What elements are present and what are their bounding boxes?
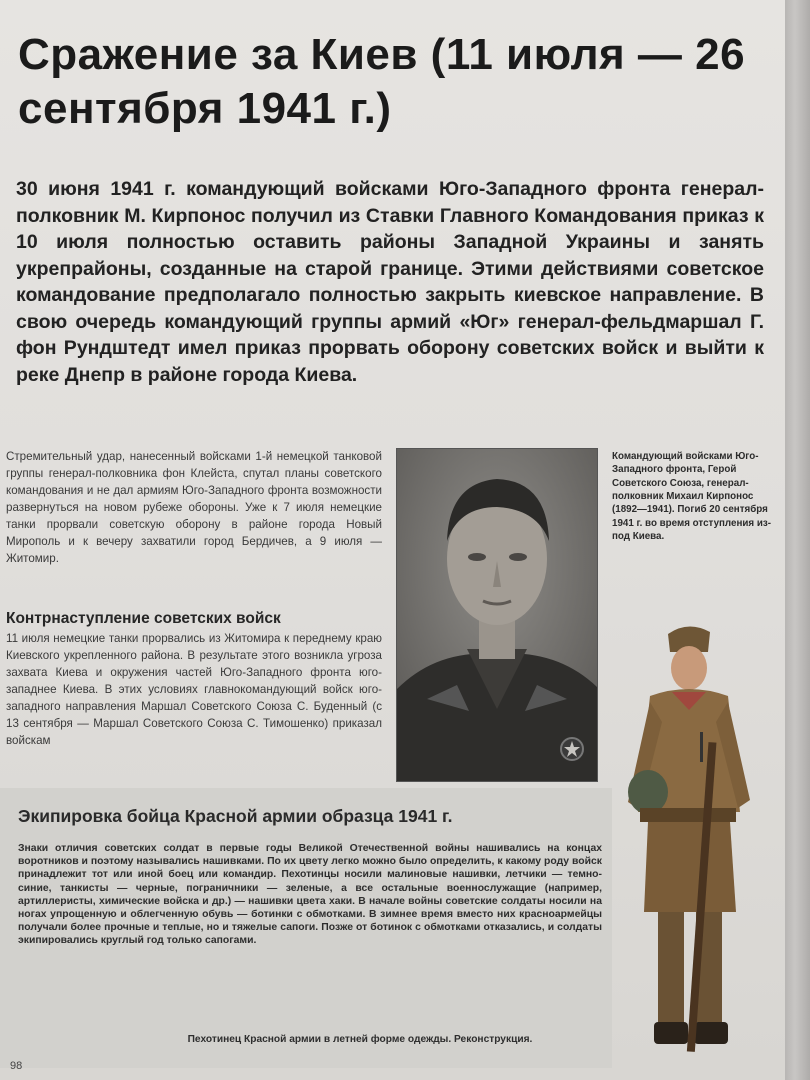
soldier-illustration bbox=[600, 612, 780, 1062]
section-subheading: Контрнаступление советских войск bbox=[6, 610, 281, 627]
book-binding bbox=[785, 0, 810, 1080]
lead-paragraph: 30 июня 1941 г. командующий войсками Юго-Западного фронта генерал-полковник М. Кирпонос получил из Ставки Главного Командования приказ к 10 июля полностью оставить районы Западной Украины и занять укрепрайоны, созданные на старой границе. Этими действиями советское командование предполагало полностью закрыть киевское направление. В свою очередь командующий группы армий «Юг» генерал-фельдмаршал Г. фон Рундштедт имел приказ прорвать оборону советских войск и выйти к реке Днепр в районе города Киева. bbox=[16, 178, 764, 386]
sidebar-box-title: Экипировка бойца Красной армии образца 1941 г. bbox=[18, 806, 453, 826]
portrait-caption: Командующий войсками Юго-Западного фронта, Герой Советского Союза, генерал-полковник Михаил Кирпонос (1892—1941). Погиб 20 сентября 1941 г. во время отступления из-под Киева. bbox=[612, 451, 772, 542]
soldier-caption: Пехотинец Красной армии в летней форме одежды. Реконструкция. bbox=[187, 1034, 533, 1045]
page-number: 98 bbox=[10, 1060, 23, 1072]
portrait-photo bbox=[396, 448, 598, 782]
sidebar-box-text: Знаки отличия советских солдат в первые годы Великой Отечественной войны нашивались на концах воротников и поэтому назывались нашивками. По их цвету легко можно было определить, к какому роду войск принадлежит тот или иной боец или командир. Пехотинцы носили малиновые нашивки, летчики — темно-синие, танкисты — черные, пограничники — зеленые, а все остальные военнослужащие (например, артиллеристы, химические войска и др.) — нашивки цвета хаки. В начале войны советские солдаты носили на ногах упрощенную и облегченную обувь — ботинки с обмотками. В зимнее время вместо них красноармейцы получали более прочные и теплые, но и тяжелые сапоги. Позже от ботинок с обмотками отказались, и солдаты экипировались круглый год только сапогами. bbox=[18, 843, 602, 947]
body-paragraph-2: 11 июля немецкие танки прорвались из Житомира к переднему краю Киевского укрепленного района. В результате этого возникла угроза захвата Киева и окружения частей Юго-Западного фронта юго-западнее Киева. В этих условиях главнокомандующий войск юго-западного направления Маршал Советского Союза С. Буденный (с 13 сентября — Маршал Советского Союза С. Тимошенко) приказал войскам bbox=[6, 632, 382, 748]
page-title: Сражение за Киев (11 июля — 26 сентября 1941 г.) bbox=[18, 30, 746, 133]
body-paragraph-1: Стремительный удар, нанесенный войсками 1-й немецкой танковой группы генерал-полковника фон Клейста, спутал планы советского командования и не дал армиям Юго-Западного фронта возможности развернуться на новом рубеже обороны. Уже к 7 июля немецкие танки прорвали советскую оборону в районе города Новый Мирополь и к вечеру захватили город Бердичев, а 9 июля — Житомир. bbox=[6, 450, 382, 566]
